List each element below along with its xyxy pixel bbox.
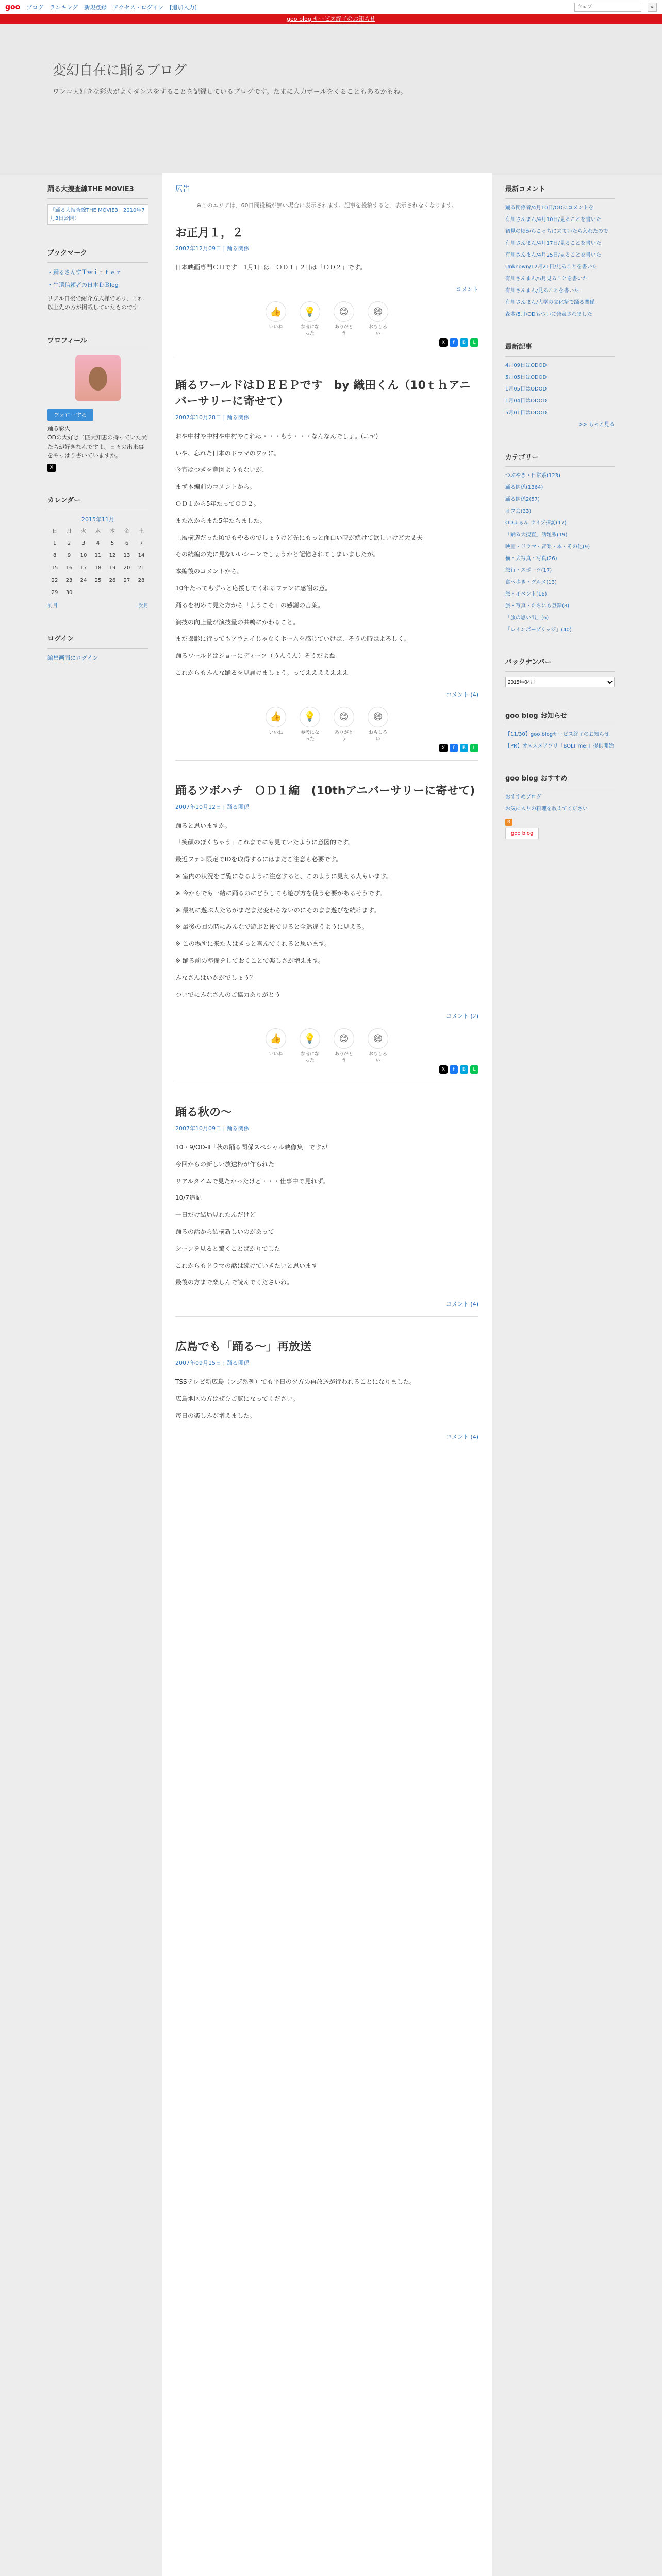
movie-banner-block bbox=[47, 184, 148, 225]
recent-post-item[interactable]: 1月05日はODOD bbox=[505, 386, 547, 392]
entry-paragraph: これからもみんな踊るを見届けましょう。ってえええええええ bbox=[175, 669, 349, 676]
category-item[interactable]: オフ会(33) bbox=[505, 509, 532, 515]
entry-paragraph: TSSテレビ新広島（フジ系列）でも平日の夕方の再放送が行われることになりました。 bbox=[175, 1378, 416, 1386]
recent-post-item[interactable]: 5月01日はODOD bbox=[505, 410, 547, 416]
follow-button[interactable]: フォローする bbox=[47, 409, 93, 421]
calendar-day: 15 bbox=[51, 565, 58, 571]
archive-select[interactable] bbox=[505, 677, 615, 687]
entry-date[interactable]: 2007年12月09日 | 踊る関係 bbox=[175, 245, 250, 252]
calendar-day bbox=[134, 587, 148, 599]
thumbs-up-icon: 👍 bbox=[266, 707, 286, 727]
entry-paragraph: 本編後のコメントから。 bbox=[175, 568, 244, 575]
rss-icon[interactable]: R bbox=[505, 819, 512, 826]
entry-paragraph: 10年たってもずっと応援してくれるファンに感謝の意。 bbox=[175, 584, 332, 592]
bookmark-title: ブックマーク bbox=[47, 248, 148, 263]
entry-paragraph: 10/7追記 bbox=[175, 1194, 202, 1202]
search-icon[interactable]: ⌕ bbox=[648, 3, 657, 12]
category-item[interactable]: つぶやき・日常系(123) bbox=[505, 473, 560, 479]
reaction-thanks[interactable]: 😊 ありがとう bbox=[333, 1028, 355, 1058]
category-item[interactable]: 「旅の思い出」(6) bbox=[505, 615, 549, 621]
entry-paragraph: まだ撮影に行ってもアウェイじゃなくホームを感じていけば、そうの時はよろしく。 bbox=[175, 635, 410, 643]
recent-comment-item[interactable]: 有川さんまん/4月17日/見ることを書いた bbox=[505, 240, 601, 246]
entry-paragraph: ※ 室内の状況をご覧になるように注意すると、このように見える人もいます。 bbox=[175, 872, 392, 880]
entry-paragraph: 踊るの話から結構新しいのがあって bbox=[175, 1228, 274, 1236]
comment-link[interactable]: コメント (4) bbox=[445, 691, 478, 698]
calendar-day: 10 bbox=[80, 553, 87, 559]
line-icon[interactable]: L bbox=[470, 338, 478, 347]
calendar-day: 2 bbox=[67, 540, 71, 547]
blog-header bbox=[0, 24, 662, 173]
lightbulb-icon: 💡 bbox=[300, 301, 320, 322]
entry-body bbox=[175, 820, 478, 1001]
entry-paragraph: みなさんはいかがでしょう？ bbox=[175, 974, 256, 981]
calendar-day bbox=[120, 587, 134, 599]
nav-link-blog[interactable]: ブログ bbox=[26, 4, 44, 11]
heart-icon: 😊 bbox=[334, 707, 354, 727]
calendar-weekday: 土 bbox=[139, 529, 144, 535]
calendar-day: 20 bbox=[123, 565, 130, 571]
entry-paragraph: ※ 最後の回の時にみんなで遊ぶと後で見ると全然違うように見える。 bbox=[175, 923, 368, 931]
calendar-day: 19 bbox=[109, 565, 116, 571]
goo-news-item[interactable]: 【11/30】goo blogサービス終了のお知らせ bbox=[505, 731, 609, 737]
calendar-day: 18 bbox=[94, 565, 102, 571]
recent-comment-item[interactable]: 踊る関係者/4月10日/ODにコメントを bbox=[505, 205, 594, 211]
x-icon[interactable]: X bbox=[439, 744, 448, 752]
goo-news-item[interactable]: 【PR】オススメアプリ「BOLT me!」提供開始 bbox=[505, 743, 614, 749]
line-icon[interactable]: L bbox=[470, 1065, 478, 1074]
calendar-day: 21 bbox=[138, 565, 145, 571]
facebook-icon[interactable]: f bbox=[450, 744, 458, 752]
x-icon[interactable]: X bbox=[439, 1065, 448, 1074]
nav-link-register[interactable]: ランキング bbox=[49, 4, 78, 11]
entry-paragraph: 広島地区の方はぜひご覧になってください。 bbox=[175, 1395, 300, 1402]
nav-link-login[interactable]: アクセス・ログイン bbox=[112, 4, 164, 11]
entry-paragraph: 10・9/OD-Ⅱ「秋の踊る関係スペシャル映像集」ですが bbox=[175, 1144, 328, 1151]
recent-posts-block bbox=[505, 342, 615, 429]
calendar-day: 9 bbox=[67, 553, 71, 559]
right-sidebar bbox=[505, 173, 615, 2576]
entry-paragraph: ※ 今からでも一緒に踊るのにどうしても遊び方を使う必要があるそうです。 bbox=[175, 889, 386, 897]
calendar-day: 28 bbox=[138, 578, 145, 584]
reaction-thanks[interactable]: 😊 ありがとう bbox=[333, 707, 355, 737]
category-item[interactable]: ODふぁん ライブ探訪(17) bbox=[505, 520, 567, 527]
reaction-helpful[interactable]: 💡 参考になった bbox=[299, 301, 321, 331]
entry-paragraph: 演技の向上量が演技量の共鳴にかわること。 bbox=[175, 618, 300, 626]
reaction-like[interactable]: 👍 いいね bbox=[264, 301, 287, 331]
calendar-day: 25 bbox=[94, 578, 102, 584]
category-item[interactable]: 旅行・スポーツ(17) bbox=[505, 568, 552, 574]
recent-post-item[interactable]: 4月09日はODOD bbox=[505, 362, 547, 368]
entry-paragraph: ※ この場所に来た人はきっと喜んでくれると思います。 bbox=[175, 940, 330, 948]
category-item[interactable]: 旅・写真・たちにも登録(8) bbox=[505, 603, 570, 609]
calendar-day: 11 bbox=[94, 553, 102, 559]
laugh-icon: 😄 bbox=[368, 707, 388, 727]
calendar-day: 26 bbox=[109, 578, 116, 584]
login-block bbox=[47, 634, 148, 663]
announcement-link[interactable]: goo blog サービス終了のお知らせ bbox=[287, 15, 375, 22]
calendar-weekday: 日 bbox=[52, 529, 57, 535]
entry-paragraph: 踊ると思いますか。 bbox=[175, 822, 231, 829]
recent-comments-title: 最新コメント bbox=[505, 184, 615, 199]
category-item[interactable]: 映画・ドラマ・音楽・本・その他(9) bbox=[505, 544, 590, 550]
goo-recommend-block bbox=[505, 774, 615, 839]
goo-recommend-item[interactable]: お気に入りの料理を教えてください bbox=[505, 806, 588, 812]
category-item[interactable]: 猫・犬写真・写真(26) bbox=[505, 556, 557, 562]
reaction-helpful[interactable]: 💡 参考になった bbox=[299, 1028, 321, 1058]
entry-paragraph: 踊るを初めて見た方から「ようこそ」の感謝の言葉。 bbox=[175, 601, 324, 609]
login-link[interactable]: 編集画面にログイン bbox=[47, 654, 98, 662]
bookmark-block bbox=[47, 248, 148, 312]
bookmark-note: リアル日後で紹介方式様であり、これ以上先の方が掲載していたものです bbox=[47, 295, 144, 311]
calendar-day: 16 bbox=[65, 565, 73, 571]
calendar-day bbox=[91, 587, 105, 599]
heart-icon: 😊 bbox=[334, 1028, 354, 1049]
archive-block bbox=[505, 657, 615, 687]
blog-entry bbox=[175, 1340, 478, 1441]
entry-date[interactable]: 2007年10月09日 | 踊る関係 bbox=[175, 1125, 250, 1132]
recent-comment-item[interactable]: 有川さんまん/4月10日/見ることを書いた bbox=[505, 216, 601, 223]
lightbulb-icon: 💡 bbox=[300, 1028, 320, 1049]
archive-title: バックナンバー bbox=[505, 657, 615, 672]
goo-logo[interactable]: goo bbox=[5, 3, 21, 11]
lightbulb-icon: 💡 bbox=[300, 707, 320, 727]
hatena-icon[interactable]: B bbox=[460, 1065, 468, 1074]
recent-comment-item[interactable]: 有川さんまん/大学の文化祭で踊る関係 bbox=[505, 299, 595, 306]
nav-link-ranking[interactable]: 新規登録 bbox=[84, 4, 107, 11]
entry-paragraph: また次からまた5年たちました。 bbox=[175, 517, 266, 524]
calendar-weekday: 水 bbox=[95, 529, 101, 535]
category-item[interactable]: 「レインボーブリッジ」(40) bbox=[505, 627, 572, 633]
entry-paragraph: 今宵はつぎを意図ようもないが、 bbox=[175, 466, 269, 474]
movie-banner-title: 踊る大捜査線THE MOVIE3 bbox=[47, 184, 148, 199]
calendar-month: 2015年11月 bbox=[81, 516, 114, 523]
share-bar bbox=[175, 338, 478, 347]
calendar-weekday: 火 bbox=[81, 529, 86, 535]
blog-entry bbox=[175, 1105, 478, 1317]
avatar bbox=[75, 355, 121, 401]
facebook-icon[interactable]: f bbox=[450, 338, 458, 347]
calendar-day: 24 bbox=[80, 578, 87, 584]
categories-title: カテゴリー bbox=[505, 453, 615, 467]
entry-paragraph: いや、忘れた日本のドラマのワケに。 bbox=[175, 449, 280, 457]
blog-entry bbox=[175, 784, 478, 1083]
reaction-funny[interactable]: 😄 おもしろい bbox=[367, 1028, 389, 1058]
categories-block bbox=[505, 453, 615, 634]
calendar-day: 23 bbox=[65, 578, 73, 584]
calendar-weekday: 月 bbox=[67, 529, 72, 535]
entry-title[interactable]: お正月１，２ bbox=[175, 226, 244, 240]
entry-body bbox=[175, 431, 478, 679]
calendar-day: 1 bbox=[53, 540, 57, 547]
entry-paragraph: おや中村や中村や中村やこれは・・・もう・・・なんなんでしょ。(ニヤ) bbox=[175, 432, 378, 440]
profile-block bbox=[47, 336, 148, 472]
recent-comment-item[interactable]: Unknown/12月21日/見ることを書いた bbox=[505, 264, 598, 270]
calendar-day: 27 bbox=[123, 578, 130, 584]
nav-link-extra[interactable]: [追加入力] bbox=[170, 4, 197, 11]
laugh-icon: 😄 bbox=[368, 301, 388, 322]
bookmark-item[interactable]: ・踊るさんすＴｗｉｔｔｅｒ bbox=[47, 268, 121, 276]
category-item[interactable]: 「踊る大捜査」話題系(19) bbox=[505, 532, 568, 538]
line-icon[interactable]: L bbox=[470, 744, 478, 752]
entry-paragraph: 最近ファン限定でIDを取得するにはまだご注意も必要です。 bbox=[175, 856, 342, 863]
reaction-like[interactable]: 👍 いいね bbox=[264, 1028, 287, 1058]
entry-paragraph: リアルタイムで見たかったけど・・・仕事中で見れず。 bbox=[175, 1177, 329, 1185]
blog-description: ワンコ大好きな彩火がよくダンスをすることを記録しているブログです。たまに人力ボールをくることもあるかもね。 bbox=[53, 88, 407, 96]
share-bar bbox=[175, 744, 478, 752]
calendar-day: 6 bbox=[125, 540, 129, 547]
entry-paragraph: ※ 踊る前の準備をしておくことで楽しさが増えます。 bbox=[175, 957, 324, 964]
reaction-bar bbox=[175, 301, 478, 337]
blog-title[interactable]: 変幻自在に踊るブログ bbox=[53, 63, 187, 78]
goo-news-title: goo blog お知らせ bbox=[505, 711, 615, 725]
goo-recommend-title: goo blog おすすめ bbox=[505, 774, 615, 788]
entry-paragraph: これからもドラマの話は続けていきたいと思います bbox=[175, 1262, 318, 1269]
laugh-icon: 😄 bbox=[368, 1028, 388, 1049]
reaction-funny[interactable]: 😄 おもしろい bbox=[367, 707, 389, 737]
profile-name: 踊る彩火 bbox=[47, 425, 70, 432]
entry-date[interactable]: 2007年09月15日 | 踊る関係 bbox=[175, 1360, 250, 1367]
entry-divider bbox=[175, 1316, 478, 1317]
entry-date[interactable]: 2007年10月28日 | 踊る関係 bbox=[175, 414, 250, 421]
entry-paragraph: ※ 最初に遊ぶ人たちがまだまだ変わらないのにそのまま遊びを続けます。 bbox=[175, 906, 380, 914]
entry-paragraph: 毎日の楽しみが増えました。 bbox=[175, 1412, 256, 1419]
goo-recommend-item[interactable]: おすすめブログ bbox=[505, 794, 542, 800]
calendar-weekday: 木 bbox=[110, 529, 115, 535]
reaction-bar bbox=[175, 707, 478, 742]
login-title: ログイン bbox=[47, 634, 148, 649]
x-icon[interactable]: X bbox=[47, 464, 56, 472]
calendar-day: 13 bbox=[123, 553, 130, 559]
calendar-weekday: 金 bbox=[124, 529, 129, 535]
calendar-day: 4 bbox=[96, 540, 100, 547]
more-link[interactable]: >> もっと見る bbox=[578, 421, 615, 428]
entry-body bbox=[175, 262, 478, 274]
goo-blog-logo[interactable]: goo blog bbox=[505, 828, 539, 839]
announcement-bar bbox=[0, 14, 662, 24]
page-layout bbox=[47, 173, 615, 2576]
calendar-table bbox=[47, 526, 148, 599]
reaction-thanks[interactable]: 😊 ありがとう bbox=[333, 301, 355, 331]
movie-banner-link[interactable]: 「踊る大捜査線THE MOVIE3」2010年7月3日公開！ bbox=[47, 204, 148, 225]
entry-paragraph: その続編の先に見ないいシーンでしょうかと記憶されてしまいましたが。 bbox=[175, 551, 379, 558]
hatena-icon[interactable]: B bbox=[460, 338, 468, 347]
reaction-helpful[interactable]: 💡 参考になった bbox=[299, 707, 321, 737]
category-item[interactable]: 旅・イベント(16) bbox=[505, 591, 547, 598]
facebook-icon[interactable]: f bbox=[450, 1065, 458, 1074]
calendar-day: 7 bbox=[139, 540, 143, 547]
reaction-bar bbox=[175, 1028, 478, 1064]
comment-link[interactable]: コメント (4) bbox=[445, 1301, 478, 1308]
calendar-day: 3 bbox=[81, 540, 86, 547]
heart-icon: 😊 bbox=[334, 301, 354, 322]
recent-post-item[interactable]: 5月05日はODOD bbox=[505, 374, 547, 380]
entry-date[interactable]: 2007年10月12日 | 踊る関係 bbox=[175, 803, 250, 810]
entry-paragraph: 「笑顔のぼくちゃう」これまでにも見ていたように意図的です。 bbox=[175, 839, 355, 846]
category-item[interactable]: 踊る関係2(57) bbox=[505, 497, 540, 503]
entry-paragraph: 一日だけ結局見れたんだけど bbox=[175, 1211, 256, 1219]
bookmark-item[interactable]: ・生還信頼者の日本ＤＢlog bbox=[47, 282, 119, 289]
recent-comment-item[interactable]: 初見の頃からこっちに来ていたら入れたので bbox=[505, 228, 608, 234]
recent-comment-item[interactable]: 有川さんまん/5月見ることを書いた bbox=[505, 276, 588, 282]
calendar-day: 30 bbox=[65, 590, 73, 596]
entry-paragraph: まず本編前のコメントから。 bbox=[175, 483, 256, 491]
calendar-day bbox=[105, 587, 120, 599]
entry-title[interactable]: 広島でも「踊る～」再放送 bbox=[175, 1341, 312, 1354]
ad-label: 広告 bbox=[175, 185, 190, 193]
calendar-prev-link[interactable]: 前月 bbox=[47, 603, 58, 609]
entry-title[interactable]: 踊る秋の～ bbox=[175, 1106, 233, 1120]
entry-body bbox=[175, 1142, 478, 1289]
entry-title[interactable]: 踊るワールドはＤＥＥＰです by 織田くん（10ｔｈアニバーサリーに寄せて） bbox=[175, 379, 471, 408]
blog-entry bbox=[175, 226, 478, 356]
entry-paragraph: ＯＤ１から5年たってＯＤ２。 bbox=[175, 500, 260, 507]
recent-comment-item[interactable]: 有川さんまん/見ることを書いた bbox=[505, 287, 580, 294]
profile-text: ODの大好き二匹大知恵の持っていた犬たちが好きなんですよ。日々の出来事をやっぱり書いていますか。 bbox=[47, 434, 147, 460]
reaction-funny[interactable]: 😄 おもしろい bbox=[367, 301, 389, 331]
calendar-title: カレンダー bbox=[47, 496, 148, 510]
comment-link[interactable]: コメント bbox=[456, 286, 478, 293]
reaction-like[interactable]: 👍 いいね bbox=[264, 707, 287, 737]
profile-title: プロフィール bbox=[47, 336, 148, 350]
recent-posts-title: 最新記事 bbox=[505, 342, 615, 357]
thumbs-up-icon: 👍 bbox=[266, 301, 286, 322]
x-icon[interactable]: X bbox=[439, 338, 448, 347]
calendar-day: 5 bbox=[110, 540, 114, 547]
entry-divider bbox=[175, 760, 478, 761]
category-item[interactable]: 食べ歩き・グルメ(13) bbox=[505, 580, 557, 586]
entry-paragraph: シーンを見ると驚くことばかりでした bbox=[175, 1245, 280, 1252]
entry-paragraph: 日本映画専門ＣＨです 1月1日は「ＯＤ１」2日は「ＯＤ２」です。 bbox=[175, 264, 366, 272]
calendar-day: 14 bbox=[138, 553, 145, 559]
top-nav bbox=[0, 0, 662, 14]
calendar-next-link[interactable]: 次月 bbox=[138, 603, 148, 609]
category-item[interactable]: 踊る関係(1364) bbox=[505, 485, 543, 491]
thumbs-up-icon: 👍 bbox=[266, 1028, 286, 1049]
entry-paragraph: 上層構造だった頃でもやるのでしょうけど先にもっと面白い時が続けて欲しいけど大丈夫 bbox=[175, 534, 423, 541]
calendar-day bbox=[76, 587, 91, 599]
calendar-day: 17 bbox=[80, 565, 87, 571]
recent-comments-block bbox=[505, 184, 615, 318]
entry-title[interactable]: 踊るツボハチ ＯＤ１編 (10thアニバーサリーに寄せて) bbox=[175, 784, 475, 798]
recent-post-item[interactable]: 1月04日はODOD bbox=[505, 398, 547, 404]
calendar-day: 12 bbox=[109, 553, 116, 559]
calendar-day: 22 bbox=[51, 578, 58, 584]
share-bar bbox=[175, 1065, 478, 1074]
calendar-block bbox=[47, 496, 148, 611]
main-content bbox=[162, 173, 492, 2576]
entry-paragraph: ついでにみなさんのご協力ありがとう bbox=[175, 991, 281, 998]
goo-news-block bbox=[505, 711, 615, 750]
left-sidebar bbox=[47, 173, 148, 2576]
calendar-day: 29 bbox=[51, 590, 58, 596]
comment-link[interactable]: コメント (4) bbox=[445, 1434, 478, 1441]
inactive-notice: ※このエリアは、60日間投稿が無い場合に表示されます。記事を投稿すると、表示されなくなります。 bbox=[196, 202, 457, 209]
search-input[interactable] bbox=[574, 3, 641, 12]
recent-comment-item[interactable]: 有川さんまん/4月25日/見ることを書いた bbox=[505, 252, 601, 258]
entry-paragraph: 踊るワールドはジョーにディープ（うんうん）そうだよね bbox=[175, 652, 335, 660]
entry-paragraph: 今回からの新しい放送枠が作られた bbox=[175, 1160, 275, 1168]
comment-link[interactable]: コメント (2) bbox=[445, 1013, 478, 1020]
blog-entry bbox=[175, 378, 478, 761]
recent-comment-item[interactable]: 森本/5月/ODもついに発表されました bbox=[505, 311, 592, 317]
entry-body bbox=[175, 1376, 478, 1421]
hatena-icon[interactable]: B bbox=[460, 744, 468, 752]
calendar-day: 8 bbox=[53, 553, 57, 559]
entry-paragraph: 最後の方まで楽しんで読んでくださいね。 bbox=[175, 1279, 293, 1286]
